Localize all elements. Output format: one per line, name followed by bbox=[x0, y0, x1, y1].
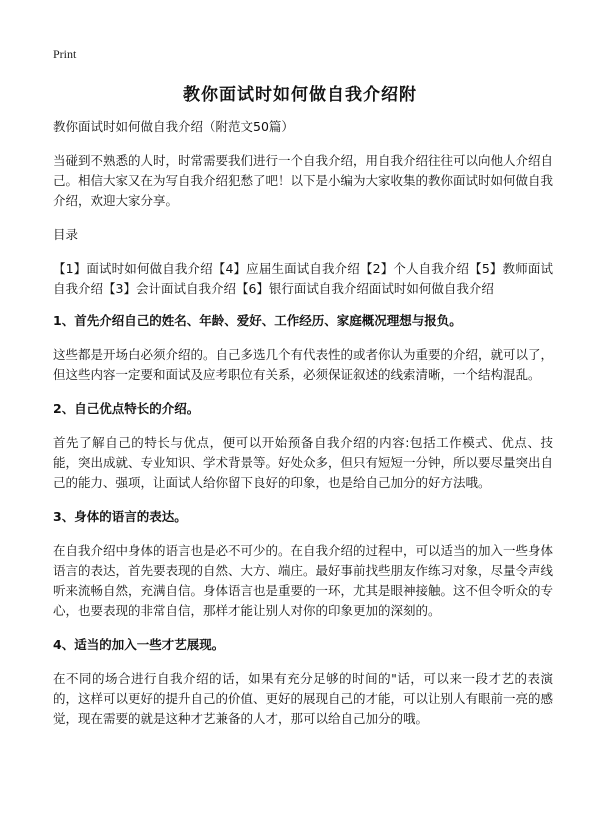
section-paragraph: 首先了解自己的特长与优点，便可以开始预备自我介绍的内容:包括工作模式、优点、技能，突出成就、专业知识、学术背景等。好处众多，但只有短短一分钟，所以要尽量突出自己的能力、强项，让面试人给你留下良好的印象，也是给自己加分的好方法哦。 bbox=[53, 435, 554, 490]
section-heading: 4、适当的加入一些才艺展现。 bbox=[53, 637, 225, 652]
intro-paragraph: 当碰到不熟悉的人时，时常需要我们进行一个自我介绍，用自我介绍往往可以向他人介绍自己。相信大家又在为写自我介绍犯愁了吧！以下是小编为大家收集的教你面试时如何做自我介绍，欢迎大家分享。 bbox=[53, 153, 554, 208]
section-paragraph: 在不同的场合进行自我介绍的话，如果有充分足够的时间的"话，可以来一段才艺的表演的，这样可以更好的提升自己的价值、更好的展现自己的才能，可以让别人有眼前一亮的感觉，现在需要的就是这种才艺兼备的人才，那可以给自己加分的哦。 bbox=[53, 671, 554, 726]
section-heading: 1、首先介绍自己的姓名、年龄、爱好、工作经历、家庭概况理想与报负。 bbox=[53, 313, 462, 328]
section-heading: 2、自己优点特长的介绍。 bbox=[53, 401, 200, 416]
print-link[interactable]: Print bbox=[53, 47, 77, 61]
article-body bbox=[53, 117, 553, 743]
page-title: 教你面试时如何做自我介绍附 bbox=[183, 85, 417, 105]
article-subtitle: 教你面试时如何做自我介绍（附范文50篇） bbox=[53, 119, 294, 134]
toc-list: 【1】面试时如何做自我介绍【4】应届生面试自我介绍【2】个人自我介绍【5】教师面试自我介绍【3】会计面试自我介绍【6】银行面试自我介绍面试时如何做自我介绍 bbox=[53, 261, 553, 296]
section-heading: 3、身体的语言的表达。 bbox=[53, 509, 187, 524]
section-paragraph: 这些都是开场白必须介绍的。自己多选几个有代表性的或者你认为重要的介绍，就可以了，但这些内容一定要和面试及应考职位有关系，必须保证叙述的线索清晰，一个结构混乱。 bbox=[53, 347, 554, 382]
toc-label: 目录 bbox=[53, 227, 79, 242]
section-paragraph: 在自我介绍中身体的语言也是必不可少的。在自我介绍的过程中，可以适当的加入一些身体语言的表达，首先要表现的自然、大方、端庄。最好事前找些朋友作练习对象，尽量令声线听来流畅自然，充满自信。身体语言也是重要的一环，尤其是眼神接触。这不但令听众的专心，也要表现的非常自信，那样才能让别人对你的印象更加的深刻的。 bbox=[53, 543, 554, 618]
